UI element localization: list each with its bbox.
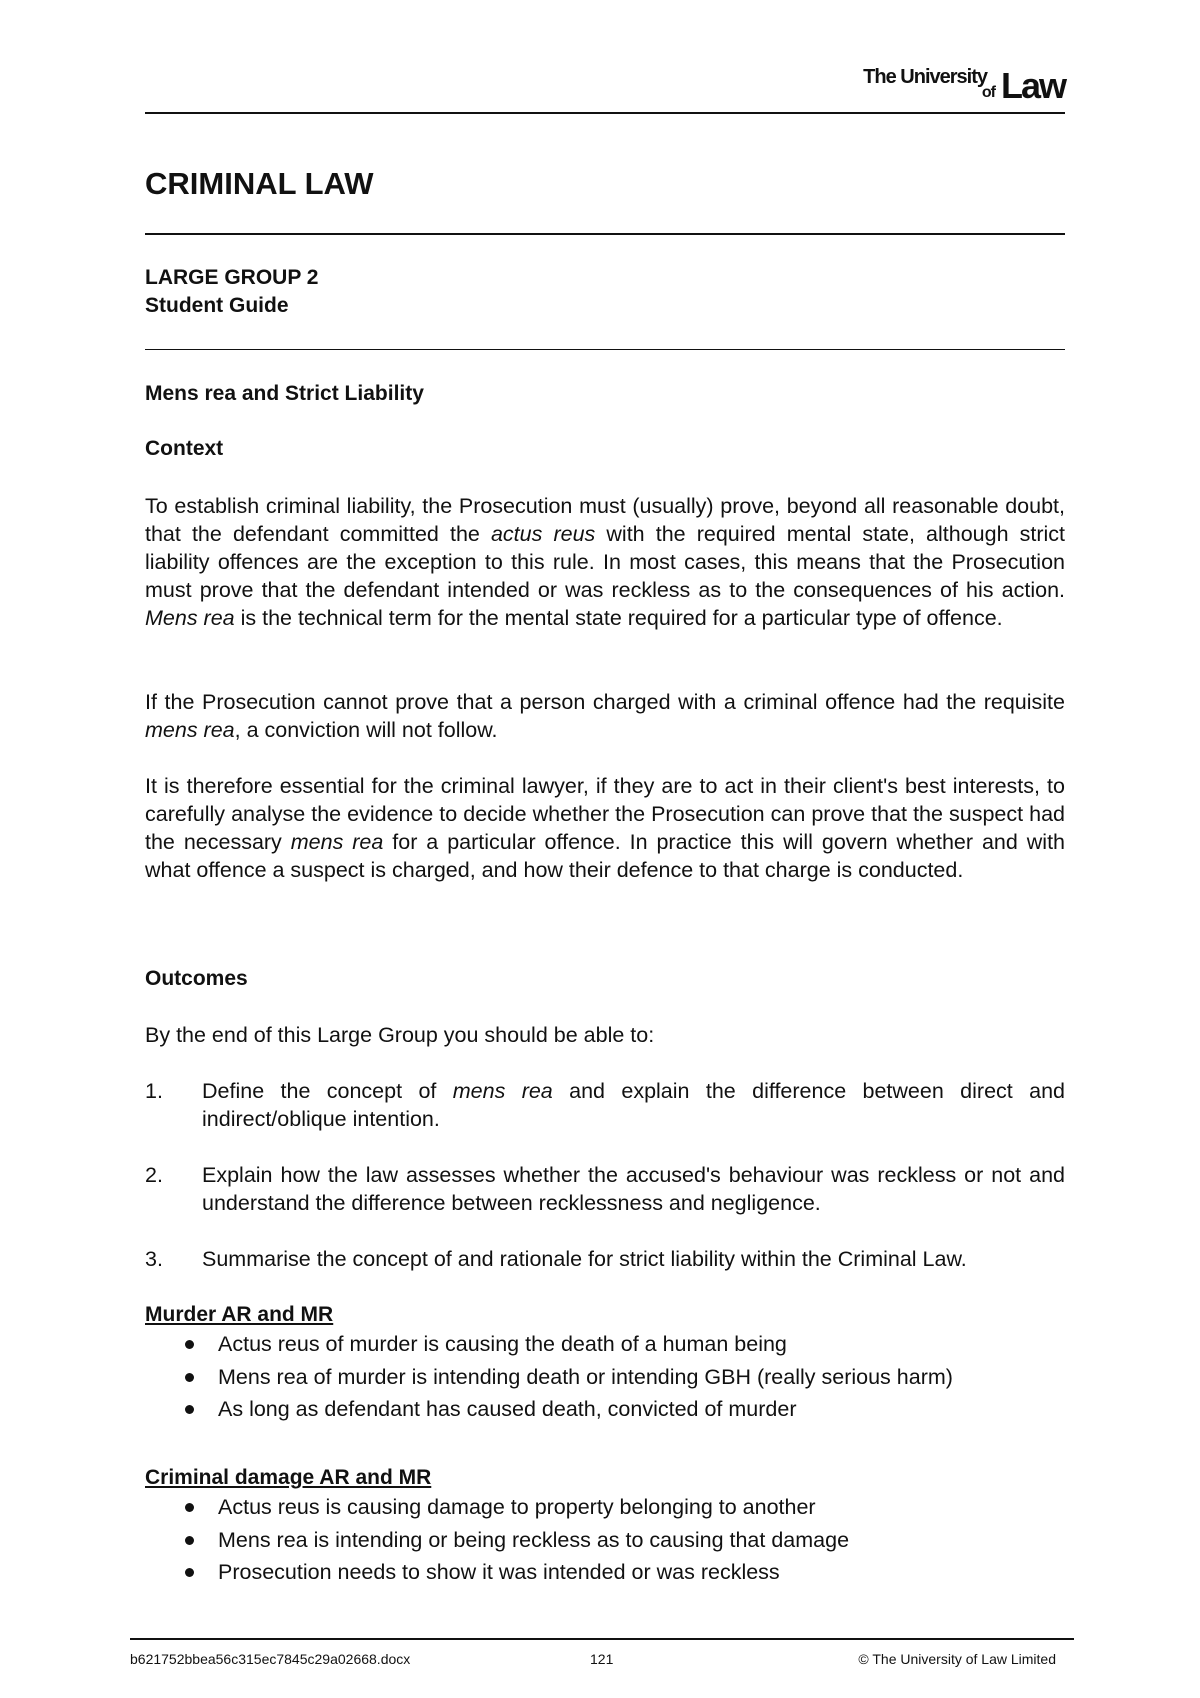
context-paragraph-2: If the Prosecution cannot prove that a person charged with a criminal offence had the requisite mens rea, a conviction will not follow. bbox=[145, 690, 1065, 742]
logo-text-line1: The University bbox=[863, 66, 987, 88]
footer-rule bbox=[130, 1638, 1074, 1640]
logo-text-line3: Law bbox=[1000, 65, 1065, 106]
footer-doc-name: b621752bbea56c315ec7845c29a02668.docx bbox=[130, 1651, 411, 1667]
list-item: 3. Summarise the concept of and rationale for strict liability within the Criminal Law. bbox=[145, 1247, 967, 1271]
criminal-damage-heading: Criminal damage AR and MR bbox=[145, 1466, 432, 1489]
list-item: Mens rea is intending or being reckless as to causing that damage bbox=[145, 1524, 1065, 1557]
footer-copyright: © The University of Law Limited bbox=[858, 1651, 1056, 1667]
bullet-icon bbox=[185, 1373, 194, 1382]
murder-bullet-list bbox=[145, 1328, 1065, 1426]
context-paragraph-3: It is therefore essential for the criminal lawyer, if they are to act in their client's best interests, to carefully analyse the evidence to decide whether the Prosecution can prove that the suspect had the necessary mens rea for a particular offence. In practice this will govern whether and with what offence a suspect is charged, and how their defence to that charge is conducted. bbox=[145, 774, 1066, 882]
bullet-icon bbox=[185, 1405, 194, 1414]
context-paragraph-1: To establish criminal liability, the Prosecution must (usually) prove, beyond all reasonable doubt, that the defendant committed the actus reus with the required mental state, although strict liability offences are the exception to this rule. In most cases, this means that the Prosecution must prove that the defendant intended or was reckless as to the consequences of his action. Mens rea is the technical term for the mental state required for a particular type of offence. bbox=[145, 494, 1066, 630]
list-item: Actus reus of murder is causing the death of a human being bbox=[145, 1328, 1065, 1361]
outcomes-list bbox=[145, 1077, 1065, 1301]
criminal-damage-bullet-list bbox=[145, 1491, 1065, 1589]
header-rule bbox=[145, 112, 1065, 114]
outcomes-intro: By the end of this Large Group you should be able to: bbox=[145, 1023, 655, 1047]
term-mens-rea: mens rea bbox=[145, 718, 235, 742]
document-title: CRIMINAL LAW bbox=[145, 166, 374, 201]
bullet-icon bbox=[185, 1340, 194, 1349]
list-item: As long as defendant has caused death, convicted of murder bbox=[145, 1393, 1065, 1426]
guide-label: Student Guide bbox=[145, 294, 289, 317]
list-item: Mens rea of murder is intending death or intending GBH (really serious harm) bbox=[145, 1361, 1065, 1394]
outcomes-heading: Outcomes bbox=[145, 967, 248, 990]
term-actus-reus: actus reus bbox=[490, 522, 596, 546]
title-rule bbox=[145, 233, 1065, 235]
logo-text-line2: of bbox=[981, 84, 995, 101]
footer-page-number: 121 bbox=[590, 1651, 614, 1667]
bullet-icon bbox=[185, 1503, 194, 1512]
term-mens-rea: mens rea bbox=[290, 830, 384, 854]
list-item: 1. Define the concept of mens rea and explain the difference between direct and indirect/oblique intention. bbox=[145, 1079, 1065, 1131]
term-mens-rea: Mens rea bbox=[145, 606, 235, 630]
list-item: Prosecution needs to show it was intended or was reckless bbox=[145, 1556, 1065, 1589]
murder-heading: Murder AR and MR bbox=[145, 1303, 334, 1326]
bullet-icon bbox=[185, 1536, 194, 1545]
group-label: LARGE GROUP 2 bbox=[145, 266, 319, 289]
context-heading: Context bbox=[145, 437, 224, 460]
meta-rule bbox=[145, 349, 1065, 350]
topic-heading: Mens rea and Strict Liability bbox=[145, 382, 424, 405]
bullet-icon bbox=[185, 1568, 194, 1577]
university-logo bbox=[145, 66, 1065, 106]
list-item: 2. Explain how the law assesses whether the accused's behaviour was reckless or not and understand the difference between recklessness and negligence. bbox=[145, 1163, 1065, 1215]
list-item: Actus reus is causing damage to property belonging to another bbox=[145, 1491, 1065, 1524]
